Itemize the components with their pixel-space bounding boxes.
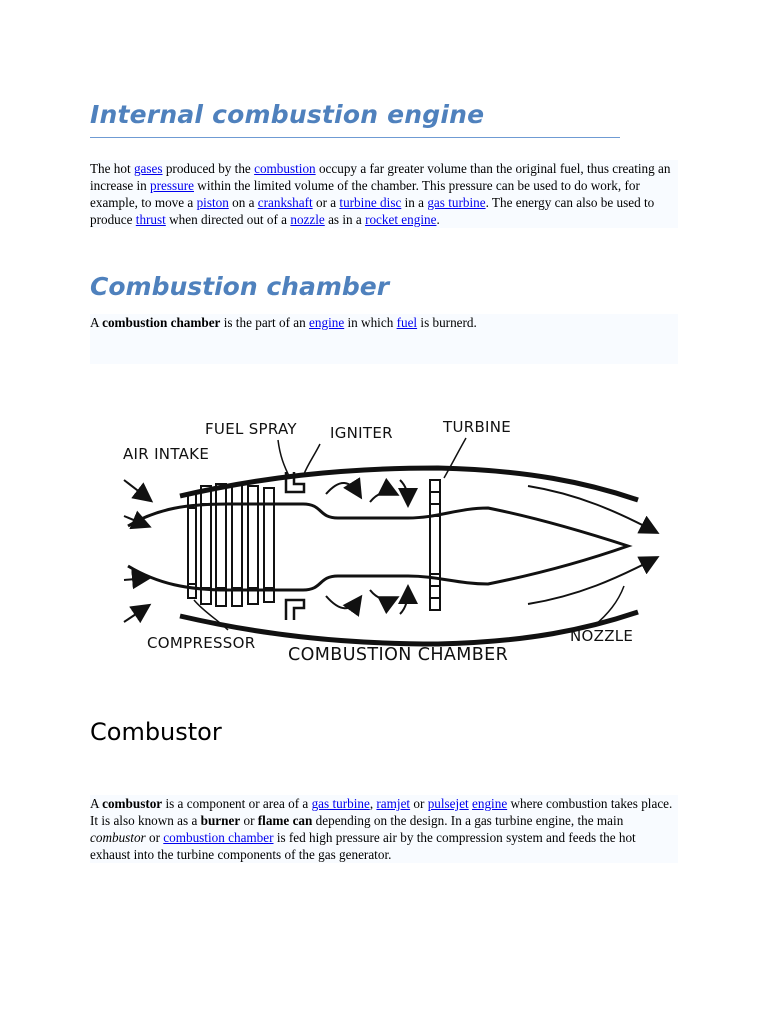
- hyperlink[interactable]: combustion: [254, 161, 316, 176]
- hyperlink[interactable]: nozzle: [290, 212, 325, 227]
- text-run: within the limited volume of the chamber. This pressure can be used to do work, for example, to move a: [90, 178, 640, 210]
- airflow-arrows: [124, 480, 656, 622]
- text-run: when directed out of a: [165, 212, 291, 227]
- turbine-blades: [430, 480, 440, 610]
- hyperlink[interactable]: gas turbine: [311, 796, 370, 811]
- heading-combustor: Combustor: [90, 718, 222, 746]
- jet-engine-diagram: [108, 408, 678, 680]
- label-fuel-spray: FUEL SPRAY: [205, 420, 297, 438]
- hyperlink[interactable]: ramjet: [376, 796, 411, 811]
- label-turbine: TURBINE: [443, 418, 512, 436]
- paragraph-combustion-chamber: [90, 314, 678, 364]
- paragraph-combustor: [90, 795, 678, 863]
- text-run: or: [410, 796, 428, 811]
- heading-combustion-chamber: Combustion chamber: [90, 272, 390, 301]
- text-run: .: [436, 212, 440, 227]
- text-run: or: [145, 830, 164, 845]
- paragraph-internal-combustion: [90, 160, 678, 228]
- text-run: produced by the: [162, 161, 255, 176]
- text-run: is the part of an: [220, 315, 310, 330]
- bold-term: combustor: [102, 796, 163, 811]
- label-igniter: IGNITER: [330, 424, 393, 442]
- hyperlink[interactable]: thrust: [135, 212, 166, 227]
- hyperlink[interactable]: turbine disc: [339, 195, 402, 210]
- bold-term: burner: [200, 813, 241, 828]
- text-run: or: [240, 813, 258, 828]
- text-run: depending on the design. In a gas turbine engine, the main: [312, 813, 624, 828]
- italic-term: combustor: [90, 830, 146, 845]
- hyperlink[interactable]: pressure: [150, 178, 194, 193]
- engine-core: [128, 504, 628, 590]
- text-run: . The energy can also be used to produce: [90, 195, 655, 227]
- hyperlink[interactable]: combustion chamber: [163, 830, 274, 845]
- label-nozzle: NOZZLE: [570, 627, 634, 645]
- text-run: or a: [312, 195, 340, 210]
- heading-underline: [90, 137, 620, 138]
- text-run: in a: [401, 195, 428, 210]
- bold-term: combustion chamber: [102, 315, 221, 330]
- text-run: in which: [344, 315, 397, 330]
- text-run: occupy a far greater volume than the original fuel, thus creating an increase in: [90, 161, 671, 193]
- fuel-injector-bottom: [286, 600, 304, 620]
- hyperlink[interactable]: rocket engine: [365, 212, 437, 227]
- label-combustion-chamber: COMBUSTION CHAMBER: [288, 645, 509, 665]
- text-run: is burnerd.: [417, 315, 477, 330]
- label-air-intake: AIR INTAKE: [123, 445, 210, 463]
- text-run: as in a: [324, 212, 366, 227]
- hyperlink[interactable]: gas turbine: [427, 195, 486, 210]
- hyperlink[interactable]: piston: [196, 195, 229, 210]
- hyperlink[interactable]: fuel: [396, 315, 418, 330]
- hyperlink[interactable]: pulsejet: [427, 796, 469, 811]
- label-compressor: COMPRESSOR: [147, 634, 256, 652]
- hyperlink[interactable]: crankshaft: [257, 195, 313, 210]
- text-run: A: [90, 796, 103, 811]
- text-run: The hot: [90, 161, 134, 176]
- text-run: on a: [228, 195, 258, 210]
- hyperlink[interactable]: gases: [133, 161, 163, 176]
- text-run: is a component or area of a: [162, 796, 312, 811]
- hyperlink[interactable]: engine: [309, 315, 345, 330]
- heading-internal-combustion-engine: Internal combustion engine: [90, 100, 485, 129]
- hyperlink[interactable]: engine: [472, 796, 508, 811]
- bold-term: flame can: [257, 813, 313, 828]
- text-run: A: [90, 315, 103, 330]
- text-run: ,: [369, 796, 377, 811]
- compressor-blades: [188, 484, 274, 606]
- text-run: where combustion takes place. It is also known as a: [90, 796, 673, 828]
- text-run: is fed high pressure air by the compression system and feeds the hot exhaust into the turbine components of the gas generator.: [90, 830, 636, 862]
- jet-engine-svg: [108, 408, 678, 680]
